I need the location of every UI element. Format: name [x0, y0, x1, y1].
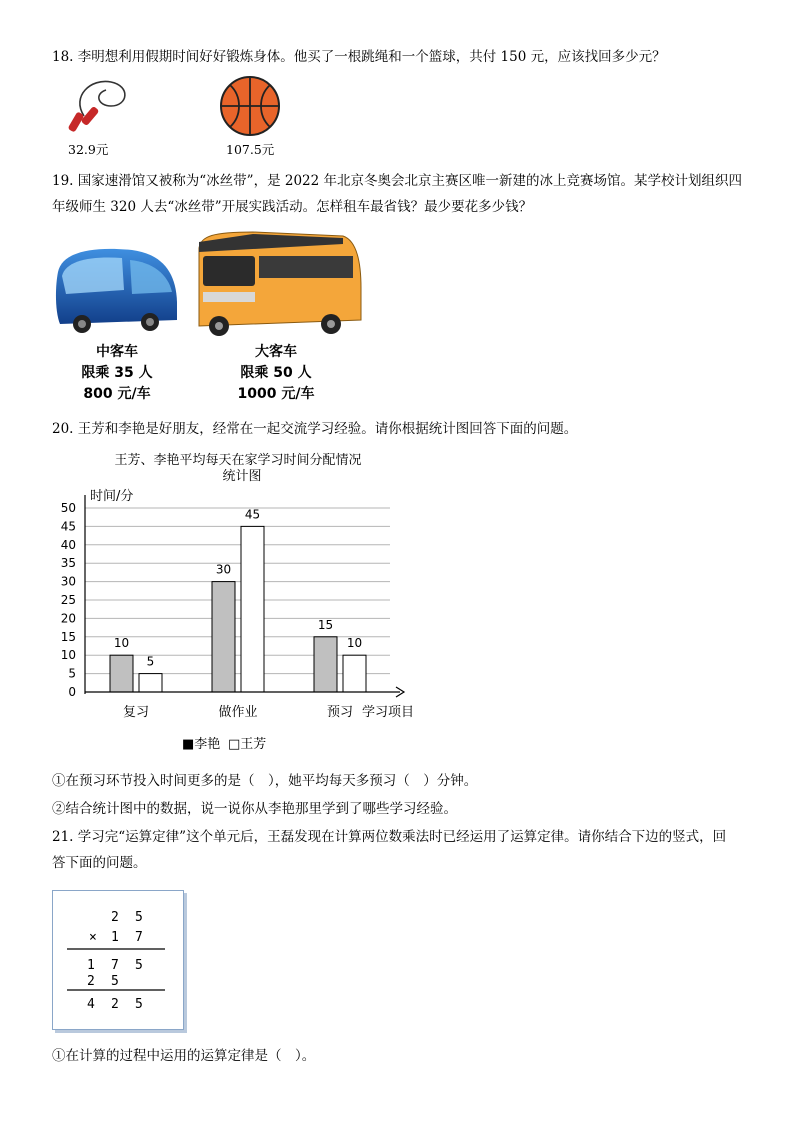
large-bus-name: 大客车 — [255, 344, 297, 360]
medium-bus-capacity: 限乘 35 人 — [81, 365, 153, 381]
vertical-calculation-card — [52, 890, 184, 1030]
calc-r5-d3: 5 — [135, 997, 143, 1012]
ball-price: 107.5元 — [226, 142, 275, 157]
x-axis-label: 学习项目 — [362, 705, 415, 720]
x-tick-label: 复习 — [122, 705, 150, 720]
calc-r2-d2: 7 — [135, 930, 143, 945]
bar — [139, 674, 162, 692]
x-tick-label: 做作业 — [218, 705, 258, 720]
chart-title-line2: 统计图 — [222, 469, 262, 484]
legend-li: ■李艳 — [182, 737, 221, 752]
bar — [212, 582, 235, 692]
q18-text: 18. 李明想利用假期时间好好锻炼身体。他买了一根跳绳和一个篮球，共付 150 元，应该找回多少元？ — [52, 49, 666, 65]
y-tick-label: 25 — [60, 593, 76, 607]
calc-r3-d3: 5 — [135, 958, 143, 973]
y-tick-label: 15 — [60, 629, 76, 644]
calc-r4-d2: 5 — [111, 974, 119, 989]
y-tick-label: 50 — [60, 501, 76, 515]
calc-r3-d1: 1 — [87, 958, 95, 973]
rope-price: 32.9元 — [68, 142, 109, 157]
y-tick-label: 30 — [60, 574, 76, 589]
bar-value-label: 45 — [244, 507, 261, 522]
bar — [241, 526, 264, 692]
q21-sub1: ①在计算的过程中运用的运算定律是（ ）。 — [52, 1048, 316, 1064]
large-bus-price: 1000 元/车 — [237, 386, 315, 402]
bar-value-label: 10 — [346, 636, 363, 651]
medium-bus-labels — [72, 342, 162, 405]
large-bus-capacity: 限乘 50 人 — [240, 365, 312, 381]
medium-bus-icon — [52, 242, 180, 336]
y-tick-label: 10 — [60, 648, 76, 663]
bar-value-label: 5 — [146, 654, 155, 669]
q19-line1: 19. 国家速滑馆又被称为“冰丝带”，是 2022 年北京冬奥会北京主赛区唯一新建的冰上竞赛场馆。某学校计划组织四 — [52, 173, 743, 189]
y-tick-label: 35 — [60, 556, 76, 571]
calc-r4-d1: 2 — [87, 974, 95, 989]
y-tick-label: 20 — [60, 611, 76, 626]
y-tick-label: 5 — [68, 666, 76, 681]
q21-line2: 答下面的问题。 — [52, 855, 147, 871]
calc-r2-d1: 1 — [111, 930, 119, 945]
jump-rope-icon — [66, 76, 136, 138]
medium-bus-price: 800 元/车 — [83, 386, 151, 402]
calc-r5-d2: 2 — [111, 997, 119, 1012]
bar-value-label: 15 — [317, 617, 334, 632]
bar — [110, 655, 133, 692]
y-axis-label: 时间/分 — [90, 489, 134, 504]
calc-r1-d1: 2 — [111, 910, 119, 925]
bar-chart — [52, 446, 432, 756]
vertical-calculation — [53, 891, 183, 1029]
q20-sub1: ①在预习环节投入时间更多的是（ ），她平均每天多预习（ ）分钟。 — [52, 773, 478, 789]
x-tick-label: 预习 — [326, 705, 354, 720]
y-tick-label: 45 — [60, 519, 76, 534]
q20-sub2: ②结合统计图中的数据，说一说你从李艳那里学到了哪些学习经验。 — [52, 801, 457, 817]
bar — [314, 637, 337, 692]
chart-title-line1: 王芳、李艳平均每天在家学习时间分配情况 — [114, 453, 362, 468]
calc-times-sign: × — [89, 930, 97, 945]
calc-r5-d1: 4 — [87, 997, 95, 1012]
y-tick-label: 0 — [68, 685, 76, 699]
bar-value-label: 10 — [113, 636, 130, 651]
q19-line2: 年级师生 320 人去“冰丝带”开展实践活动。怎样租车最省钱？最少要花多少钱？ — [52, 199, 533, 215]
bar — [343, 655, 366, 692]
medium-bus-name: 中客车 — [96, 344, 138, 360]
q20-text: 20. 王芳和李艳是好朋友，经常在一起交流学习经验。请你根据统计图回答下面的问题。 — [52, 421, 578, 437]
q21-line1: 21. 学习完“运算定律”这个单元后，王磊发现在计算两位数乘法时已经运用了运算定律。请你结合下边的竖式，回 — [52, 829, 727, 845]
y-tick-label: 40 — [60, 537, 76, 552]
large-bus-icon — [193, 228, 365, 340]
calc-r3-d2: 7 — [111, 958, 119, 973]
legend-wang: □王芳 — [228, 737, 267, 752]
basketball-icon — [218, 74, 282, 138]
calc-r1-d2: 5 — [135, 910, 143, 925]
large-bus-labels — [226, 342, 326, 405]
bar-value-label: 30 — [215, 562, 232, 577]
